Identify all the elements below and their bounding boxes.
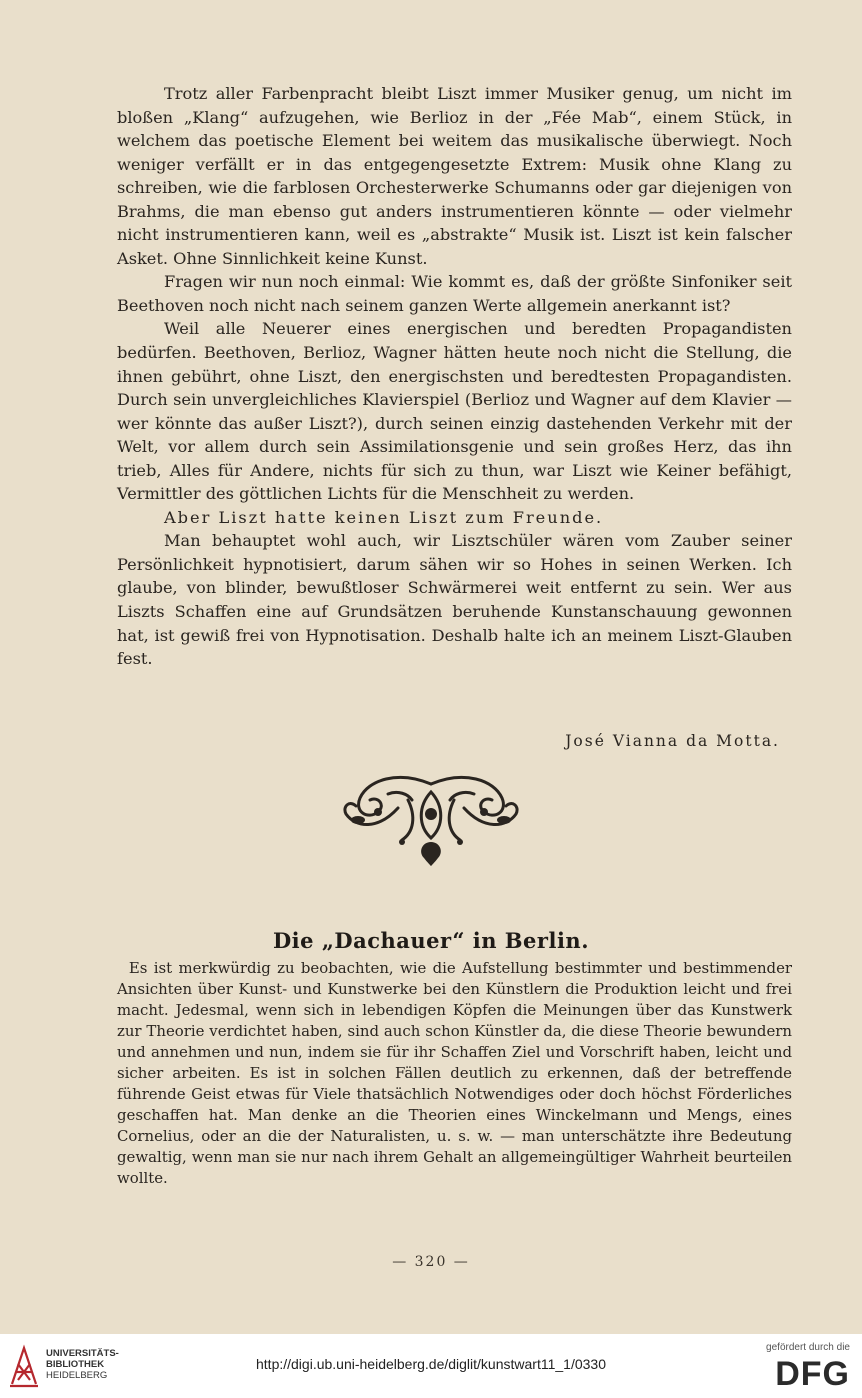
- paragraph-3: Weil alle Neuerer eines energischen und beredten Propagandisten bedürfen. Beethoven, Berlioz, Wagner hätten heute noch nicht die Stellung, die ihnen gebührt, ohne Liszt, den energischsten und beredtesten Propagandisten. Durch sein unvergleichliches Klavierspiel (Berlioz und Wagner auf dem Klavier — wer könnte das außer Liszt?), durch seinen einzig dastehenden Verkehr mit der Welt, vor allem durch sein Assimilationsgenie und sein großes Herz, das ihn trieb, Alles für Andere, nichts für sich zu thun, war Liszt wie Keiner befähigt, Vermittler des göttlichen Lichts für die Menschheit zu werden.: [117, 319, 792, 504]
- spaced-emphasis-line: Aber Liszt hatte keinen Liszt zum Freunde.: [163, 507, 604, 527]
- permalink-url[interactable]: http://digi.ub.uni-heidelberg.de/diglit/kunstwart11_1/0330: [256, 1356, 606, 1372]
- page-number: — 320 —: [392, 1254, 470, 1270]
- library-name-line1: UNIVERSITÄTS-: [46, 1348, 119, 1359]
- library-name-line3: HEIDELBERG: [46, 1370, 108, 1381]
- author-signature: José Vianna da Motta.: [565, 732, 780, 750]
- article-liszt: [117, 82, 792, 671]
- sponsor-caption: gefördert durch die: [766, 1342, 850, 1353]
- article-heading: Die „Dachauer“ in Berlin.: [272, 928, 590, 953]
- library-name-line2: BIBLIOTHEK: [46, 1359, 105, 1370]
- ornament-vignette: [338, 770, 524, 870]
- viewer-footer: [0, 1334, 862, 1398]
- dfg-logo: DFG: [775, 1355, 850, 1393]
- paragraph-1: Trotz aller Farbenpracht bleibt Liszt immer Musiker genug, um nicht im bloßen „Klang“ aufzugehen, wie Berlioz in der „Fée Mab“, einem Stück, in welchem das poetische Element bei weitem das musikalische überwiegt. Noch weniger verfällt er in das entgegengesetzte Extrem: Musik ohne Klang zu schreiben, wie die farblosen Orchesterwerke Schumanns oder gar diejenigen von Brahms, die man ebenso gut anders instrumentieren könnte — oder vielmehr nicht instrumentieren kann, weil es „abstrakte“ Musik ist. Liszt ist kein falscher Asket. Ohne Sinnlichkeit keine Kunst.: [117, 84, 792, 268]
- paragraph-dachauer: Es ist merkwürdig zu beobachten, wie die Aufstellung bestimmter und bestimmender Ansichten über Kunst- und Kunstwerke bei den Künstlern die Produktion leicht und frei macht. Jedesmal, wenn sich in lebendigen Köpfen die Meinungen über das Kunstwerk zur Theorie verdichtet haben, sind auch schon Künstler da, die diese Theorie bewundern und annehmen und nun, indem sie für ihr Schaffen Ziel und Vorschrift haben, leicht und sicher arbeiten. Es ist in solchen Fällen deutlich zu erkennen, daß der betreffende führende Geist etwas für Viele thatsächlich Notwendiges oder doch höchst Förderliches geschaffen hat. Man denke an die Theorien eines Winckelmann und Mengs, eines Cornelius, oder an die der Naturalisten, u. s. w. — man unterschätzte ihre Bedeutung gewaltig, wenn man sie nur nach ihrem Gehalt an allgemeingültiger Wahrheit beurteilen wollte.: [117, 959, 792, 1188]
- paragraph-2: Fragen wir nun noch einmal: Wie kommt es, daß der größte Sinfoniker seit Beethoven noch nicht nach seinem ganzen Werte allgemein anerkannt ist?: [117, 272, 792, 315]
- paragraph-5: Man behauptet wohl auch, wir Lisztschüler wären vom Zauber seiner Persönlichkeit hypnotisiert, darum sähen wir so Hohes in seinen Werken. Ich glaube, von blinder, bewußtloser Schwärmerei weit entfernt zu sein. Wer aus Liszts Schaffen eine auf Grundsätzen beruhende Kunstanschauung gewonnen hat, ist gewiß frei von Hypnotisation. Deshalb halte ich an meinem Liszt-Glauben fest.: [117, 531, 792, 669]
- article-dachauer: [117, 958, 792, 1190]
